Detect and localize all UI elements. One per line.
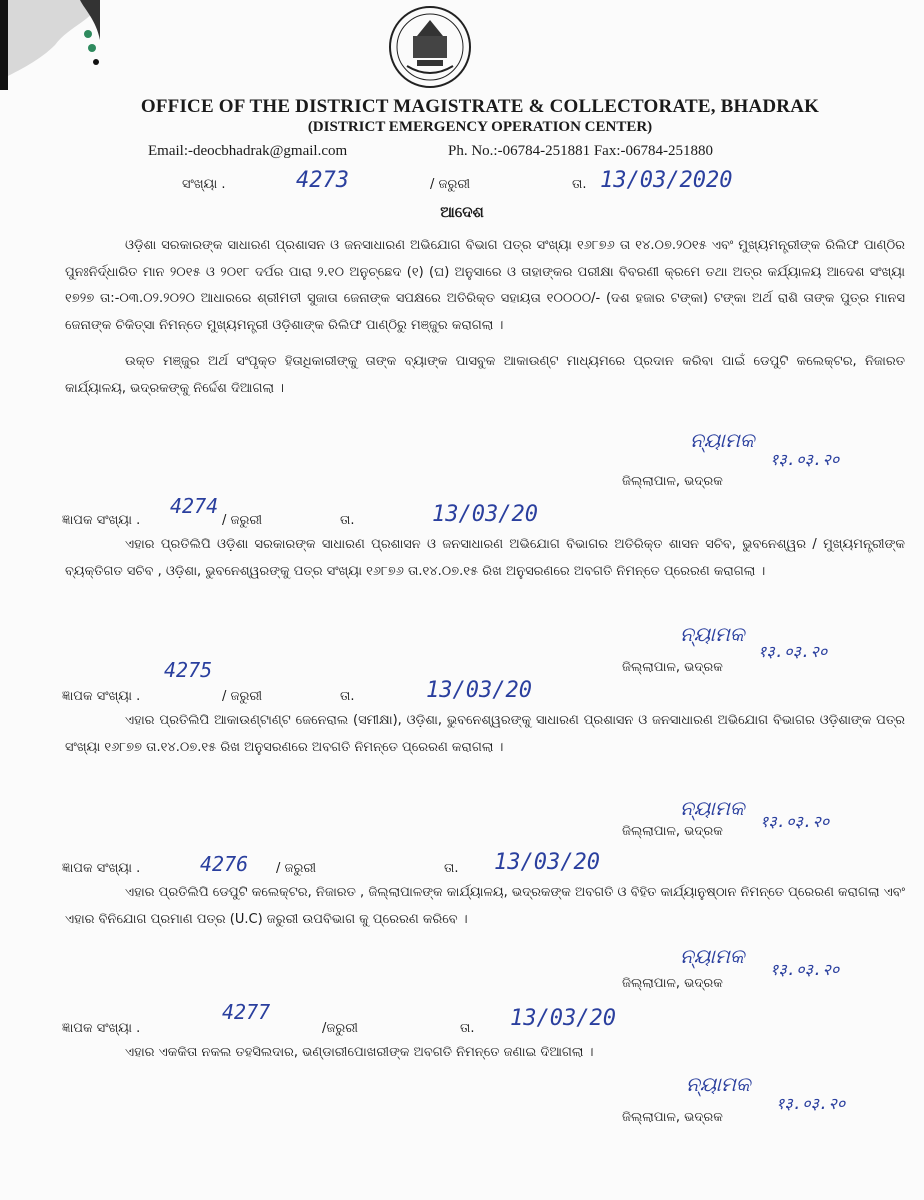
signature-date: १३.०३.२० bbox=[776, 1094, 846, 1113]
signature-date: १३.०३.२० bbox=[758, 642, 828, 661]
email-line: Email:-deocbhadrak@gmail.com bbox=[148, 143, 348, 159]
order-date-value: 13/03/2020 bbox=[600, 168, 733, 193]
signature-designation: ଜିଲ୍ଲାପାଳ, ଭଦ୍ରକ bbox=[622, 976, 723, 991]
order-date-label: ତା. bbox=[572, 177, 587, 192]
order-body bbox=[65, 233, 905, 402]
memo-number-label: ଜ୍ଞାପକ ସଂଖ୍ୟା . bbox=[62, 861, 141, 876]
signature-initials: ନ୍ୟାମକ bbox=[686, 1072, 751, 1096]
office-title: OFFICE OF THE DISTRICT MAGISTRATE & COLLECTORATE, BHADRAK bbox=[140, 96, 820, 117]
memo-number-label: ଜ୍ଞାପକ ସଂଖ୍ୟା . bbox=[62, 689, 141, 704]
memo-number-label: ଜ୍ଞାପକ ସଂଖ୍ୟା . bbox=[62, 1021, 141, 1036]
memo-date-label: ତା. bbox=[460, 1021, 475, 1036]
memo-date-value: 13/03/20 bbox=[494, 850, 600, 875]
memo-text: ଏହାର ପ୍ରତିଲିପି ଡେପୁଟି କଲେକ୍ଟର, ନିଜାରତ , ଜିଲ୍ଲାପାଳଙ୍କ କାର୍ଯ୍ୟାଳୟ, ଭଦ୍ରକଙ୍କ ଅବଗତି ଓ ବିହିତ କାର୍ଯ୍ୟାନୁଷ୍ଠାନ ନିମନ୍ତେ ପ୍ରେରଣ କରାଗଲା ଏବଂ ଏହାର ବିନିଯୋଗ ପ୍ରମାଣ ପତ୍ର (U.C) ଜରୁରୀ ଉପବିଭାଗ କୁ ପ୍ରେରଣ କରିବେ । bbox=[65, 885, 905, 927]
memo-number-value: 4277 bbox=[222, 1000, 271, 1024]
signature-initials: ନ୍ୟାମକ bbox=[690, 428, 755, 452]
signature-designation: ଜିଲ୍ଲାପାଳ, ଭଦ୍ରକ bbox=[622, 824, 723, 839]
memo-date-label: ତା. bbox=[340, 689, 355, 704]
signature-date: १३.०३.२० bbox=[770, 450, 840, 469]
phone-line: Ph. No.:-06784-251881 Fax:-06784-251880 bbox=[448, 143, 713, 159]
signature-date: १३.०३.२० bbox=[770, 960, 840, 979]
memo-number-value: 4276 bbox=[200, 852, 249, 876]
memo-date-value: 13/03/20 bbox=[426, 678, 532, 703]
order-urgent-label: / ଜରୁରୀ bbox=[430, 177, 471, 192]
signature-designation: ଜିଲ୍ଲାପାଳ, ଭଦ୍ରକ bbox=[622, 474, 723, 489]
memo-urgent-label: / ଜରୁରୀ bbox=[276, 861, 317, 876]
order-paragraph-2: ଉକ୍ତ ମଞ୍ଜୁର ଅର୍ଥ ସଂପୃକ୍ତ ହିତାଧିକାରୀଙ୍କୁ ତାଙ୍କ ବ୍ୟାଙ୍କ ପାସବୁକ ଆକାଉଣ୍ଟ ମାଧ୍ୟମରେ ପ୍ରଦାନ କରିବା ପାଇଁ ଡେପୁଟି କଲେକ୍ଟର, ନିଜାରତ କାର୍ଯ୍ୟାଳୟ, ଭଦ୍ରକଙ୍କୁ ନିର୍ଦ୍ଦେଶ ଦିଆଗଲା । bbox=[65, 354, 905, 396]
memo-date-label: ତା. bbox=[444, 861, 459, 876]
memo-body bbox=[65, 532, 905, 585]
memo-number-value: 4275 bbox=[164, 658, 213, 682]
memo-date-value: 13/03/20 bbox=[432, 502, 538, 527]
memo-text: ଏହାର ଏକକିତା ନକଲ ତହସିଲଦାର, ଭଣ୍ଡାରୀପୋଖରୀଙ୍କ ଅବଗତି ନିମନ୍ତେ ଜଣାଇ ଦିଆଗଲା । bbox=[125, 1045, 594, 1060]
memo-number-value: 4274 bbox=[170, 494, 219, 518]
memo-text: ଏହାର ପ୍ରତିଲିପି ଆକାଉଣ୍ଟାଣ୍ଟ ଜେନେରାଲ (ସମୀକ୍ଷା), ଓଡ଼ିଶା, ଭୁବନେଶ୍ୱରଙ୍କୁ ସାଧାରଣ ପ୍ରଶାସନ ଓ ଜନସାଧାରଣ ଅଭିଯୋଗ ବିଭାଗର ଓଡ଼ିଶାଙ୍କ ପତ୍ର ସଂଖ୍ୟା ୧୬୮୭୭ ତା.୧୪.୦୭.୧୫ ରିଖ ଅନୁସରଣରେ ଅବଗତି ନିମନ୍ତେ ପ୍ରେରଣ କରାଗଲା । bbox=[65, 713, 905, 755]
signature-designation: ଜିଲ୍ଲାପାଳ, ଭଦ୍ରକ bbox=[622, 1110, 723, 1125]
signature-designation: ଜିଲ୍ଲାପାଳ, ଭଦ୍ରକ bbox=[622, 660, 723, 675]
memo-body bbox=[65, 1040, 905, 1067]
signature-initials: ନ୍ୟାମକ bbox=[680, 622, 745, 646]
order-heading: ଆଦେଶ bbox=[440, 203, 484, 221]
memo-date-label: ତା. bbox=[340, 513, 355, 528]
memo-body bbox=[65, 880, 905, 933]
memo-date-value: 13/03/20 bbox=[510, 1006, 616, 1031]
memo-number-label: ଜ୍ଞାପକ ସଂଖ୍ୟା . bbox=[62, 513, 141, 528]
signature-initials: ନ୍ୟାମକ bbox=[680, 944, 745, 968]
memo-text: ଏହାର ପ୍ରତିଲିପି ଓଡ଼ିଶା ସରକାରଙ୍କ ସାଧାରଣ ପ୍ରଶାସନ ଓ ଜନସାଧାରଣ ଅଭିଯୋଗ ବିଭାଗର ଅତିରିକ୍ତ ଶାସନ ସଚିବ, ଭୁବନେଶ୍ୱର / ମୁଖ୍ୟମନ୍ତ୍ରୀଙ୍କ ବ୍ୟକ୍ତିଗତ ସଚିବ , ଓଡ଼ିଶା, ଭୁବନେଶ୍ୱରଙ୍କୁ ପତ୍ର ସଂଖ୍ୟା ୧୬୮୭୬ ତା.୧୪.୦୭.୧୫ ରିଖ ଅନୁସରଣରେ ଅବଗତି ନିମନ୍ତେ ପ୍ରେରଣ କରାଗଲା । bbox=[65, 537, 905, 579]
memo-urgent-label: / ଜରୁରୀ bbox=[222, 513, 263, 528]
signature-date: १३.०३.२० bbox=[760, 812, 830, 831]
order-paragraph-1: ଓଡ଼ିଶା ସରକାରଙ୍କ ସାଧାରଣ ପ୍ରଶାସନ ଓ ଜନସାଧାରଣ ଅଭିଯୋଗ ବିଭାଗ ପତ୍ର ସଂଖ୍ୟା ୧୬୮୭୬ ତା ୧୪.୦୭.୨୦୧୫ ଏବଂ ମୁଖ୍ୟମନ୍ତ୍ରୀଙ୍କ ରିଲିଫ ପାଣ୍ଠିର ପୁନଃନିର୍ଦ୍ଧାରିତ ମାନ ୨୦୧୫ ଓ ୨୦୧୮ ଦର୍ପର ପାରା ୨.୧୦ ଅନୁଚ୍ଛେଦ (୧) (ଘ) ଅନୁସାରେ ଓ ତାହାଙ୍କର ପରୀକ୍ଷା ବିବରଣୀ କ୍ରମେ ତଥା ଅତ୍ର କର୍ଯ୍ୟାଳୟ ଆଦେଶ ସଂଖ୍ୟା ୧୭୨୭ ତା:-୦୩.୦୨.୨୦୨୦ ଆଧାରରେ ଶ୍ରୀମତୀ ସୁଜାତା ଜେନାଙ୍କ ସପକ୍ଷରେ ଅତିରିକ୍ତ ସହାୟତା ୧୦୦୦୦/- (ଦଶ ହଜାର ଟଙ୍କା) ଟଙ୍କା ଅର୍ଥ ରାଶି ତାଙ୍କ ପୁତ୍ର ମାନସ ଜେନାଙ୍କ ଚିକିତ୍ସା ନିମନ୍ତେ ମୁଖ୍ୟମନ୍ତ୍ରୀ ଓଡ଼ିଶାଙ୍କ ରିଲିଫ ପାଣ୍ଠିରୁ ମଞ୍ଜୁର କରାଗଲା । bbox=[65, 238, 905, 333]
order-number-value: 4273 bbox=[296, 168, 349, 193]
memo-urgent-label: /ଜରୁରୀ bbox=[322, 1021, 358, 1036]
order-number-label: ସଂଖ୍ୟା . bbox=[182, 177, 226, 192]
state-emblem-seal bbox=[387, 4, 473, 90]
center-subtitle: (DISTRICT EMERGENCY OPERATION CENTER) bbox=[307, 119, 653, 135]
memo-urgent-label: / ଜରୁରୀ bbox=[222, 689, 263, 704]
scan-shadow bbox=[0, 0, 100, 90]
signature-initials: ନ୍ୟାମକ bbox=[680, 796, 745, 820]
memo-body bbox=[65, 708, 905, 761]
